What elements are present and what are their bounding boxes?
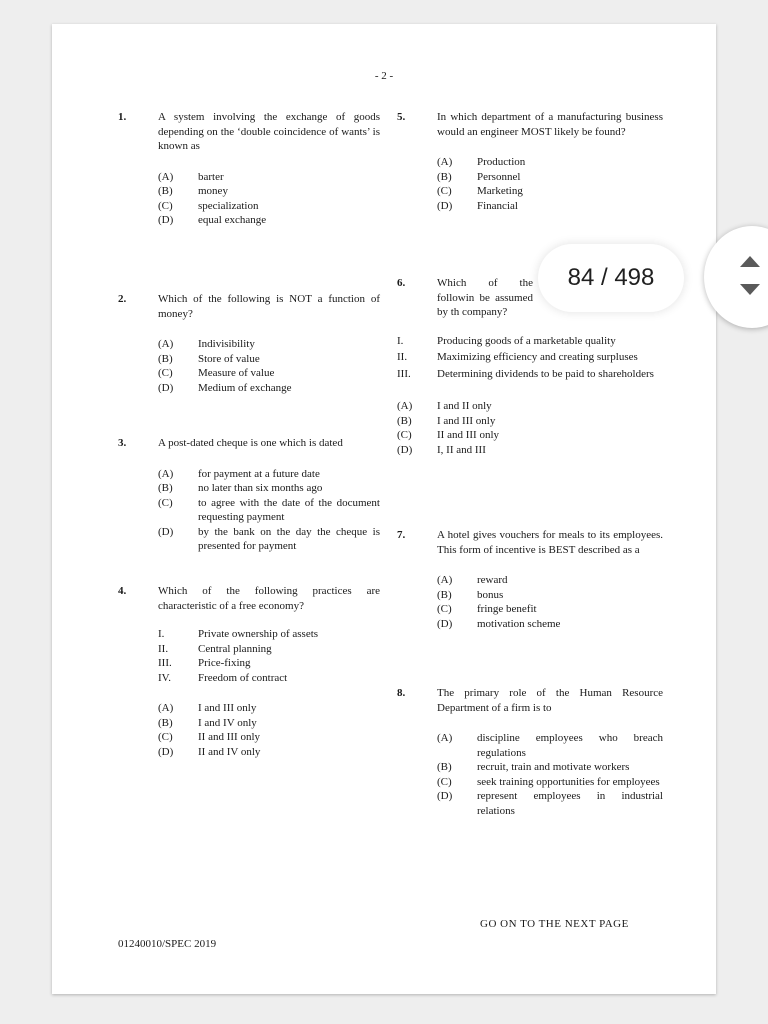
statement-text: Producing goods of a marketable quality [437,334,616,347]
option-label: (A) [158,338,174,350]
option-text: for payment at a future date [198,467,320,480]
option-text: I and IV only [198,716,257,729]
option-label: (A) [158,702,174,714]
option-text: equal exchange [198,214,267,226]
option-text: by the bank on the day the cheque is presented for payment [198,525,380,552]
option-text: recruit, train and motivate workers [477,761,630,773]
statement [158,656,380,671]
option [397,428,663,443]
option-text: Medium of exchange [198,381,292,394]
option-text: Production [477,156,526,168]
question-text: Which of the following practices are characteristic of a free economy? [158,585,380,612]
option [437,184,663,199]
option-text: no later than six months ago [198,482,323,494]
statement [158,627,380,642]
option-label: (A) [437,732,453,744]
option [437,617,663,632]
statement-label: I. [158,628,165,640]
chevron-up-icon[interactable] [740,256,760,267]
option-text: II and IV only [198,745,261,758]
option [158,481,380,496]
options-list [158,170,380,228]
option [397,443,663,458]
option-label: (B) [437,588,452,601]
statement-text: Freedom of contract [198,671,288,684]
options-list [397,399,663,457]
option-text: II and III only [437,429,500,441]
option-label: (D) [437,199,453,212]
option-text: specialization [198,199,259,212]
question-number: 5. [397,111,406,123]
statement-text: Maximizing efficiency and creating surpluses [437,351,638,363]
option-label: (C) [437,603,452,615]
question-number: 8. [397,687,406,699]
page-indicator: 84 / 498 [538,244,684,312]
chevron-down-icon[interactable] [740,284,760,295]
option [397,399,663,414]
option [158,496,380,525]
option-label: (B) [158,352,173,365]
option [158,730,380,745]
option [437,731,663,760]
option-text: seek training opportunities for employees [477,775,660,788]
question-number: 1. [118,111,127,123]
option [158,381,380,396]
option-label: (D) [397,443,413,456]
statements-list [397,334,663,382]
option [158,701,380,716]
option-label: (C) [437,185,452,197]
statements-list [158,627,380,685]
option-text: to agree with the date of the document requesting payment [198,496,380,523]
option-text: I and III only [437,414,496,427]
question-8 [397,686,663,818]
question-1 [118,110,380,228]
option-text: I and II only [437,400,492,412]
option-label: (C) [158,731,173,743]
option [158,467,380,482]
option-text: II and III only [198,731,261,743]
question-number: 6. [397,277,406,289]
option-text: Marketing [477,185,523,197]
option-label: (B) [437,761,452,773]
go-on-next-page-text: GO ON TO THE NEXT PAGE [480,918,629,930]
option-label: (C) [158,199,173,212]
option-label: (B) [158,185,173,197]
option [158,525,380,554]
option-label: (C) [158,367,173,379]
question-text: The primary role of the Human Resource Department of a firm is to [437,687,663,714]
option [437,155,663,170]
paper-code: 01240010/SPEC 2019 [118,938,217,950]
option [158,366,380,381]
option [158,199,380,214]
option-label: (D) [437,617,453,630]
statement-label: II. [397,351,408,363]
question-text: Which of the following is NOT a function of money? [158,293,380,320]
option-text: reward [477,574,508,586]
option [158,745,380,760]
question-text: Which of the followin be assumed by th company? [437,277,533,318]
option-text: Indivisibility [198,338,255,350]
question-number: 2. [118,293,127,305]
option-label: (A) [158,170,174,183]
question-text: In which department of a manufacturing business would an engineer MOST likely be found? [437,111,663,138]
option [158,184,380,199]
option [158,337,380,352]
option [437,573,663,588]
option-text: discipline employees who breach regulations [477,732,663,759]
question-number: 4. [118,585,127,597]
option-text: I and III only [198,702,257,714]
statement [158,642,380,657]
option-label: (C) [158,496,173,509]
question-2 [118,292,380,395]
statement [158,671,380,686]
option [437,775,663,790]
document-page [52,24,716,994]
option [158,213,380,228]
statement-label: IV. [158,671,171,684]
statement-label: III. [397,367,411,380]
option [158,170,380,185]
option-text: Financial [477,199,518,212]
option-text: money [198,185,228,197]
option [158,716,380,731]
statement-text: Determining dividends to be paid to shareholders [437,367,654,380]
options-list [437,155,663,213]
options-list [158,467,380,554]
statement-text: Price-fixing [198,657,251,669]
options-list [158,337,380,395]
question-number: 7. [397,529,406,541]
option-label: (D) [158,745,174,758]
option-label: (B) [158,716,173,729]
statement-label: III. [158,657,172,669]
question-text: A post-dated cheque is one which is dated [158,437,343,449]
option-text: motivation scheme [477,617,561,630]
option-label: (B) [397,414,412,427]
option-text: represent employees in industrial relations [477,790,663,817]
option-label: (D) [437,790,453,802]
statement-text: Private ownership of assets [198,628,319,640]
statement-label: II. [158,642,169,655]
statement-label: I. [397,334,404,347]
option-label: (C) [397,429,412,441]
option-label: (D) [158,214,174,226]
option-label: (A) [158,467,174,480]
option-text: Personnel [477,170,521,183]
options-list [158,701,380,759]
option [158,352,380,367]
option-label: (A) [397,400,413,412]
option-label: (C) [437,775,452,788]
option [437,199,663,214]
statement-text: Central planning [198,642,272,655]
option-label: (A) [437,574,453,586]
options-list [437,731,663,818]
statement [397,334,663,349]
question-5 [397,110,663,213]
question-number: 3. [118,437,127,449]
option-text: barter [198,170,224,183]
question-7 [397,528,663,631]
option [437,602,663,617]
options-list [437,573,663,631]
option [397,414,663,429]
option-text: Measure of value [198,367,275,379]
statement [397,367,663,382]
option-text: I, II and III [437,443,486,456]
option [437,170,663,185]
option-label: (B) [437,170,452,183]
question-text: A hotel gives vouchers for meals to its employees. This form of incentive is BEST described as a [437,529,663,556]
page-number: - 2 - [374,70,394,82]
option [437,588,663,603]
option-text: bonus [477,588,504,601]
question-text: A system involving the exchange of goods depending on the ‘double coincidence of wants’ is known as [158,111,380,152]
option-text: fringe benefit [477,603,537,615]
question-3 [118,436,380,554]
option-label: (D) [158,525,174,538]
option-label: (A) [437,156,453,168]
question-4 [118,584,380,759]
statement [397,350,663,365]
option [437,760,663,775]
option-text: Store of value [198,352,260,365]
option-label: (D) [158,381,174,394]
option [437,789,663,818]
option-label: (B) [158,482,173,494]
